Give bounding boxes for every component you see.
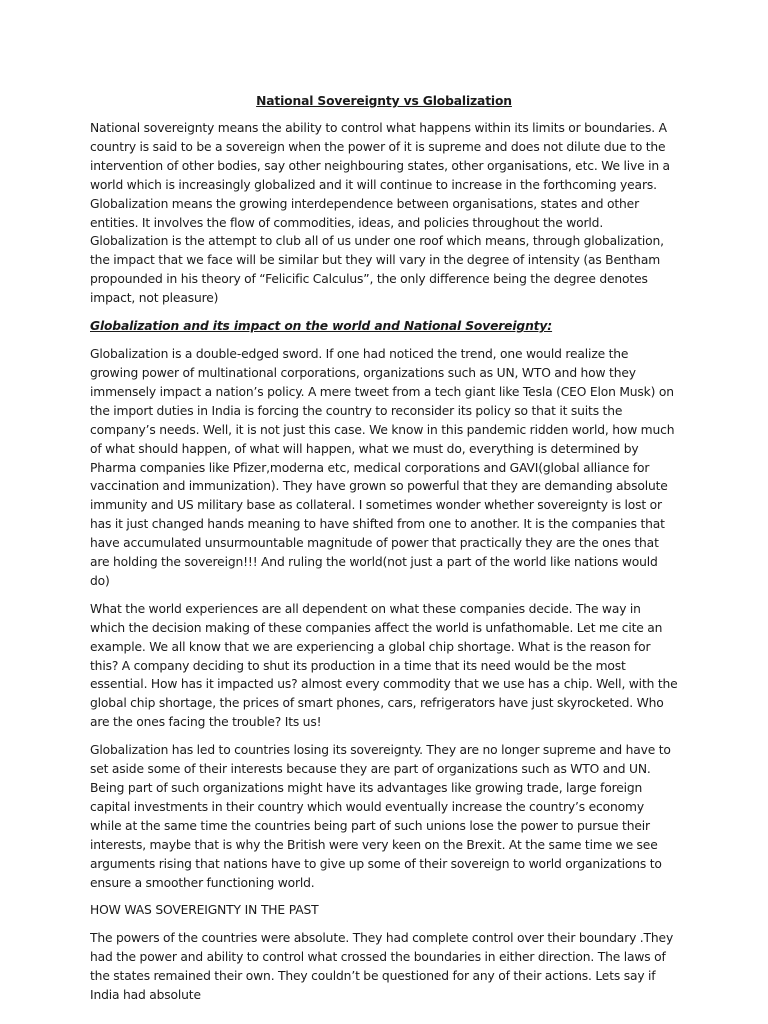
body-paragraph: The powers of the countries were absolute. They had complete control over their boundary .They had the power and ability to control what crossed the boundaries in either direction. The laws of the states remained their own. They couldn’t be questioned for any of their actions. Lets say if India had absolute — [90, 931, 674, 1003]
intro-paragraph: National sovereignty means the ability to control what happens within its limits or boundaries. A country is said to be a sovereign when the power of it is supreme and does not dilute due to the intervention of other bodies, say other neighbouring states, other organisations, etc. We live in a world which is increasingly globalized and it will continue to increase in the forthcoming years. Globalization means the growing interdependence between organisations, states and other entities. It involves the flow of commodities, ideas, and policies throughout the world. Globalization is the attempt to club all of us under one roof which means, through globalization, the impact that we face will be similar but they will vary in the degree of intensity (as Bentham propounded in his theory of “Felicific Calculus”, the only difference being the degree denotes impact, not pleasure) — [90, 121, 670, 306]
body-paragraph: What the world experiences are all dependent on what these companies decide. The way in which the decision making of these companies affect the world is unfathomable. Let me cite an example. We all know that we are experiencing a global chip shortage. What is the reason for this? A company deciding to shut its production in a time that its need would be the most essential. How has it impacted us? almost every commodity that we use has a chip. Well, with the global chip shortage, the prices of smart phones, cars, refrigerators have just skyrocketed. Who are the ones facing the trouble? Its us! — [90, 601, 678, 730]
section-heading-globalization-impact: Globalization and its impact on the world and National Sovereignty: — [90, 319, 553, 334]
document-body — [90, 92, 678, 1024]
document-title: National Sovereignty vs Globalization — [256, 94, 512, 108]
body-paragraph: Globalization has led to countries losing its sovereignty. They are no longer supreme and have to set aside some of their interests because they are part of organizations such as WTO and UN. Being part of such organizations might have its advantages like growing trade, large foreign capital investments in their country which would eventually increase the country’s economy while at the same time the countries being part of such unions lose the power to pursue their interests, maybe that is why the British were very keen on the Brexit. At the same time we see arguments rising that nations have to give up some of their sovereign to world organizations to ensure a smoother functioning world. — [90, 743, 671, 890]
body-paragraph: Globalization is a double-edged sword. If one had noticed the trend, one would realize the growing power of multinational corporations, organizations such as UN, WTO and how they immensely impact a nation’s policy. A mere tweet from a tech giant like Tesla (CEO Elon Musk) on the import duties in India is forcing the country to reconsider its policy so that it suits the company’s needs. Well, it is not just this case. We know in this pandemic ridden world, how much of what should happen, of what will happen, what we must do, everything is determined by Pharma companies like Pfizer,moderna etc, medical corporations and GAVI(global alliance for vaccination and immunization). They have grown so powerful that they are demanding absolute immunity and US military base as collateral. I sometimes wonder whether sovereignty is lost or has it just changed hands meaning to have shifted from one to another. It is the companies that have accumulated unsurmountable magnitude of power that practically they are the ones that are holding the sovereign!!! And ruling the world(not just a part of the world like nations would do) — [90, 347, 675, 588]
section-heading-sovereignty-past: HOW WAS SOVEREIGNTY IN THE PAST — [90, 903, 319, 918]
